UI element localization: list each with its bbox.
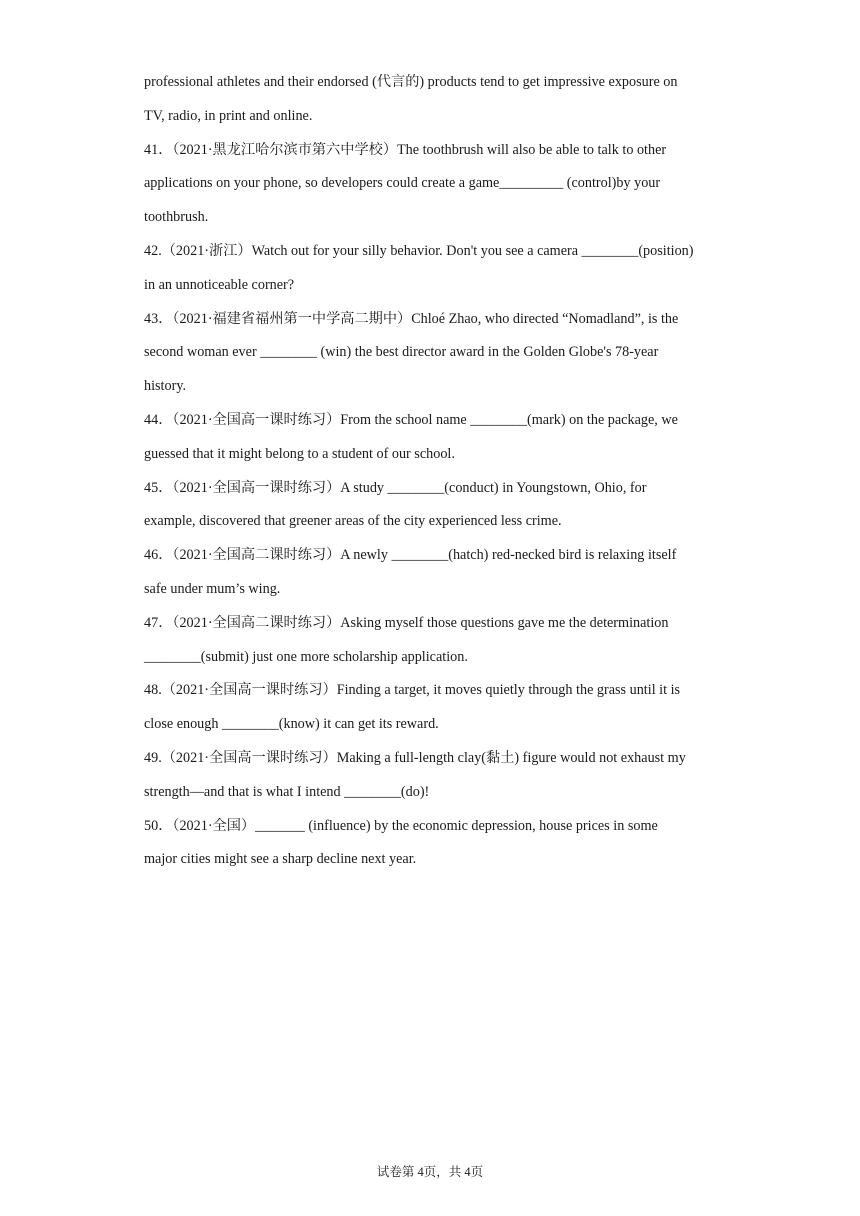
question-49: 49.（2021·全国高一课时练习）Making a full-length clay(黏土) figure would not exhaust my <box>144 749 686 766</box>
text-line: major cities might see a sharp decline next year. <box>144 851 417 868</box>
text-line: history. <box>144 378 187 395</box>
text-line: close enough ________(know) it can get its reward. <box>144 716 439 733</box>
question-text-block <box>144 66 724 877</box>
question-43: 43．（2021·福建省福州第一中学高二期中）Chloé Zhao, who directed “Nomadland”, is the <box>144 310 679 327</box>
text-line: second woman ever ________ (win) the best director award in the Golden Globe's 78-year <box>144 344 659 361</box>
text-line: safe under mum’s wing. <box>144 580 281 597</box>
text-line: guessed that it might belong to a student of our school. <box>144 445 455 462</box>
question-42: 42.（2021·浙江）Watch out for your silly behavior. Don't you see a camera ________(position) <box>144 242 694 259</box>
text-line: professional athletes and their endorsed (代言的) products tend to get impressive exposure on <box>144 74 678 90</box>
question-44: 44．（2021·全国高一课时练习）From the school name ________(mark) on the package, we <box>144 411 678 428</box>
text-line: applications on your phone, so developers could create a game_________ (control)by your <box>144 175 661 192</box>
text-line: TV, radio, in print and online. <box>144 107 313 124</box>
question-41: 41．（2021·黑龙江哈尔滨市第六中学校）The toothbrush will also be able to talk to other <box>144 141 667 158</box>
text-line: example, discovered that greener areas of the city experienced less crime. <box>144 513 562 530</box>
text-line: strength—and that is what I intend ________(do)! <box>144 783 430 800</box>
question-46: 46．（2021·全国高二课时练习）A newly ________(hatch) red-necked bird is relaxing itself <box>144 547 677 564</box>
question-50: 50．（2021·全国）_______ (influence) by the economic depression, house prices in some <box>144 817 658 834</box>
question-47: 47．（2021·全国高二课时练习）Asking myself those questions gave me the determination <box>144 614 669 631</box>
text-line: ________(submit) just one more scholarship application. <box>144 648 468 665</box>
text-line: in an unnoticeable corner? <box>144 276 295 293</box>
page-footer: 试卷第 4页，共 4页 <box>376 1165 484 1179</box>
question-45: 45．（2021·全国高一课时练习）A study ________(conduct) in Youngstown, Ohio, for <box>144 479 647 496</box>
question-48: 48.（2021·全国高一课时练习）Finding a target, it moves quietly through the grass until it is <box>144 682 681 699</box>
text-line: toothbrush. <box>144 209 209 226</box>
